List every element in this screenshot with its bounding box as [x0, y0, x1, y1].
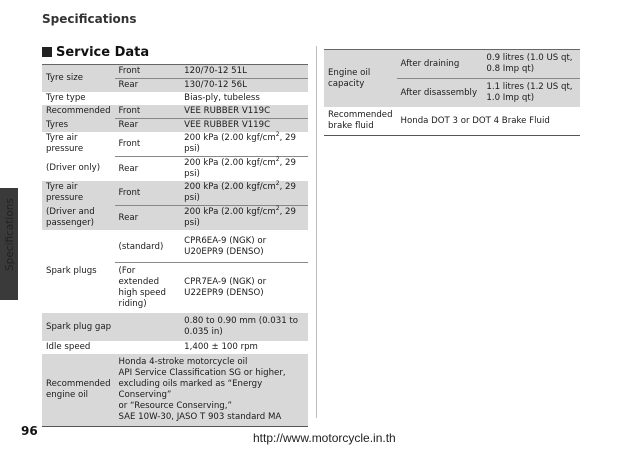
spark-plugs-label: Spark plugs [46, 266, 97, 276]
section-title-text: Service Data [56, 45, 150, 60]
oil-capacity-label: Engine oil capacity [324, 50, 397, 108]
recommended-tyres-label-2: Tyres [42, 119, 115, 133]
table-row-recommended-tyres [42, 105, 308, 119]
spark-gap-val: 0.80 to 0.90 mm (0.031 to 0.035 in) [180, 313, 308, 341]
oil-capacity-disassembly-val: 1.1 litres (1.2 US qt, 1.0 Imp qt) [482, 79, 580, 108]
recommended-tyres-label-1: Recommended [42, 105, 115, 119]
side-tab-label: Specifications [4, 198, 16, 272]
brake-fluid-label: Recommended brake fluid [328, 110, 393, 131]
pressure-driver-front-pos: Front [118, 138, 141, 149]
spark-plugs-std-val: CPR6EA-9 (NGK) or U20EPR9 (DENSO) [184, 236, 267, 257]
table-row-pressure-passenger-rear [42, 206, 308, 231]
pressure-driver-rear-pos: Rear [115, 157, 181, 182]
brake-fluid-val: Honda DOT 3 or DOT 4 Brake Fluid [400, 115, 550, 126]
spark-plugs-ext-cond: (For extended high speed riding) [115, 263, 181, 314]
idle-speed-val: 1,400 ± 100 rpm [184, 342, 258, 352]
service-data-table-right [324, 49, 580, 136]
recommended-tyres-front-val: VEE RUBBER V119C [180, 105, 308, 119]
recommended-tyres-rear-pos: Rear [115, 119, 181, 133]
tyre-size-front-pos: Front [115, 65, 181, 79]
pressure-passenger-label-1: Tyre air pressure [42, 181, 115, 206]
pressure-passenger-rear-pos: Rear [115, 206, 181, 231]
section-title [42, 45, 149, 60]
pressure-passenger-front-val: 200 kPa (2.00 kgf/$cm^2$, 29 psi) [180, 181, 308, 206]
tyre-size-rear-val: 130/70-12 56L [180, 79, 308, 93]
oil-capacity-draining-val: 0.9 litres (1.0 US qt, 0.8 Imp qt) [482, 50, 580, 79]
footer-url: http://www.motorcycle.in.th [253, 431, 396, 445]
pressure-driver-rear-val: 200 kPa (2.00 kgf/$cm^2$, 29 psi) [180, 157, 308, 182]
column-divider [316, 46, 317, 418]
table-row-brake-fluid [324, 107, 580, 136]
page-header-title: Specifications [42, 12, 137, 26]
recommended-tyres-rear-val: VEE RUBBER V119C [180, 119, 308, 133]
spark-plugs-std-cond: (standard) [118, 241, 164, 252]
spark-plugs-ext-val: CPR7EA-9 (NGK) or U22EPR9 (DENSO) [180, 263, 308, 314]
tyre-size-rear-pos: Rear [115, 79, 181, 93]
oil-capacity-disassembly-cond: After disassembly [397, 79, 483, 108]
pressure-driver-front-val: 200 kPa (2.00 kgf/$cm^2$, 29 psi) [184, 131, 296, 154]
table-row-tyre-type [42, 92, 308, 105]
table-row-pressure-driver [42, 132, 308, 157]
spark-gap-label: Spark plug gap [42, 313, 180, 341]
service-data-table [42, 64, 308, 427]
tyre-type-label: Tyre type [46, 93, 86, 103]
table-row-spark-gap [42, 313, 308, 341]
pressure-passenger-label-23: (Driver and passenger) [42, 206, 115, 231]
tyre-size-label: Tyre size [42, 65, 115, 93]
table-row-pressure-passenger [42, 181, 308, 206]
table-row-oil-capacity [324, 50, 580, 79]
oil-capacity-draining-cond: After draining [397, 50, 483, 79]
tyre-type-val: Bias-ply, tubeless [184, 93, 260, 103]
square-bullet-icon [42, 47, 52, 57]
pressure-driver-label-1: Tyre air pressure [46, 133, 84, 155]
page-number: 96 [21, 424, 38, 438]
table-row-engine-oil [42, 354, 308, 427]
engine-oil-val: Honda 4-stroke motorcycle oil API Service Classification SG or higher, excluding oils marked as “Energy Conserving” or “Resource Conserving,” SAE 10W-30, JASO T 903 standard MA [115, 354, 308, 427]
idle-speed-label: Idle speed [46, 342, 91, 352]
table-row-spark-plugs [42, 230, 308, 263]
engine-oil-label: Recommended engine oil [42, 354, 115, 427]
table-row-idle-speed [42, 341, 308, 354]
recommended-tyres-front-pos: Front [115, 105, 181, 119]
pressure-passenger-front-pos: Front [115, 181, 181, 206]
table-row-pressure-driver-rear [42, 157, 308, 182]
pressure-driver-label-2: (Driver only) [46, 163, 101, 174]
table-row-tyre-size [42, 65, 308, 79]
table-row-recommended-tyres-rear [42, 119, 308, 133]
pressure-passenger-rear-val: 200 kPa (2.00 kgf/$cm^2$, 29 psi) [180, 206, 308, 231]
tyre-size-front-val: 120/70-12 51L [180, 65, 308, 79]
